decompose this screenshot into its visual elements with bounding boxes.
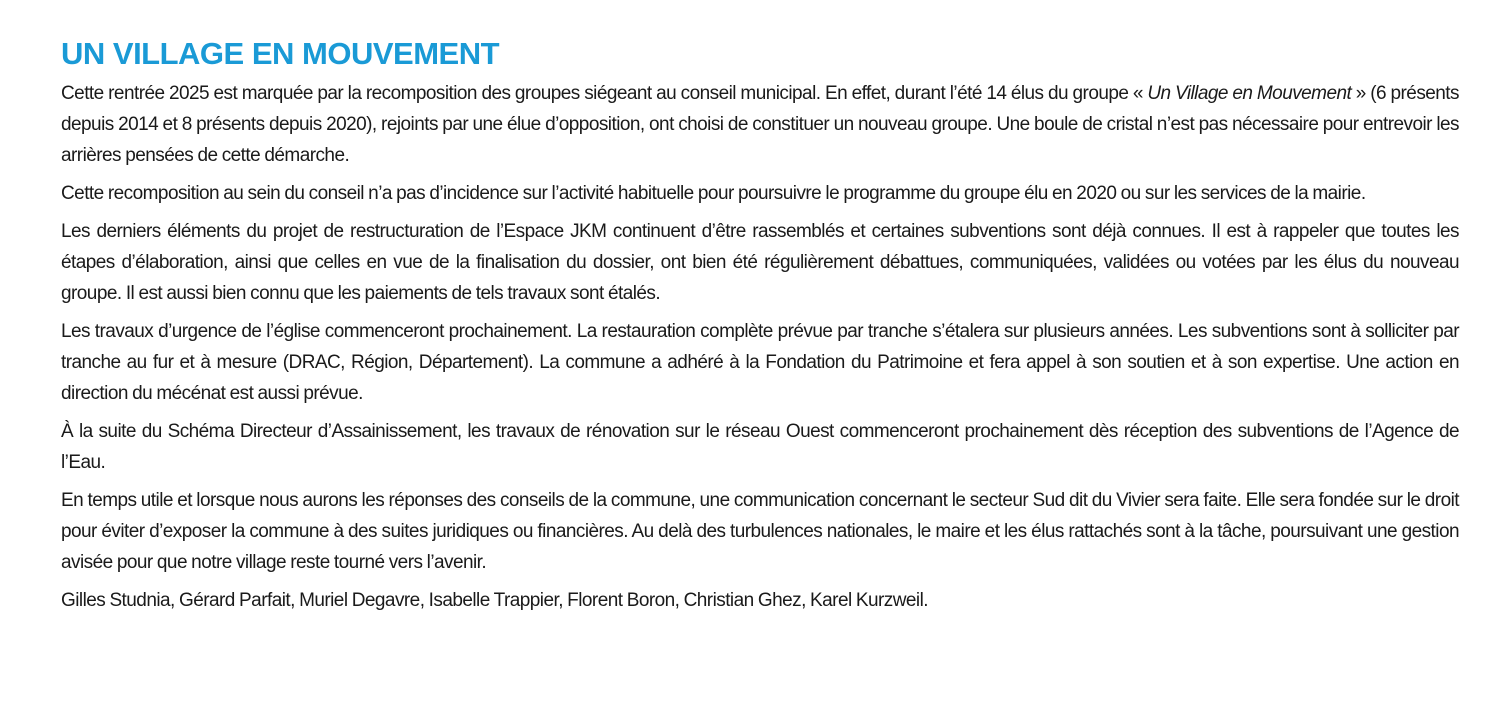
paragraph-intro [61,78,1459,171]
intro-text-end: » (6 présents depuis 2014 et 8 présents depuis 2020), rejoints par une élue d’opposition, ont choisi de constituer un nouveau groupe. Une boule de cristal n’est pas nécessaire pour entrevoir les arrières pensées de cette démarche. [61,83,1459,166]
signature: Gilles Studnia, Gérard Parfait, Muriel Degavre, Isabelle Trappier, Florent Boron, Christian Ghez, Karel Kurzweil. [61,590,928,611]
paragraph-recomposition: Cette recomposition au sein du conseil n’a pas d’incidence sur l’activité habituelle pour poursuivre le programme du groupe élu en 2020 ou sur les services de la mairie. [61,183,1366,204]
paragraph-espace-jkm: Les derniers éléments du projet de restructuration de l’Espace JKM continuent d’être rassemblés et certaines subventions sont déjà connues. Il est à rappeler que toutes les étapes d’élaboration, ainsi que celles en vue de la finalisation du dossier, ont bien été régulièrement débattues, communiquées, validées ou votées par les élus du nouveau groupe. Il est aussi bien connu que les paiements de tels travaux sont étalés. [61,221,1459,304]
paragraph-eglise: Les travaux d’urgence de l’église commenceront prochainement. La restauration complète prévue par tranche s’étalera sur plusieurs années. Les subventions sont à solliciter par tranche au fur et à mesure (DRAC, Région, Département). La commune a adhéré à la Fondation du Patrimoine et fera appel à son soutien et à son expertise. Une action en direction du mécénat est aussi prévue. [61,321,1459,404]
article-title: UN VILLAGE EN MOUVEMENT [61,36,500,71]
group-name: Un Village en Mouvement [1147,83,1352,104]
paragraph-assainissement: À la suite du Schéma Directeur d’Assainissement, les travaux de rénovation sur le réseau Ouest commenceront prochainement dès réception des subventions de l’Agence de l’Eau. [61,421,1459,473]
paragraph-secteur-sud: En temps utile et lorsque nous aurons les réponses des conseils de la commune, une communication concernant le secteur Sud dit du Vivier sera faite. Elle sera fondée sur le droit pour éviter d’exposer la commune à des suites juridiques ou financières. Au delà des turbulences nationales, le maire et les élus rattachés sont à la tâche, poursuivant une gestion avisée pour que notre village reste tourné vers l’avenir. [61,490,1459,573]
article [61,34,1459,616]
intro-text-start: Cette rentrée 2025 est marquée par la recomposition des groupes siégeant au conseil municipal. En effet, durant l’été 14 élus du groupe « [61,83,1148,104]
